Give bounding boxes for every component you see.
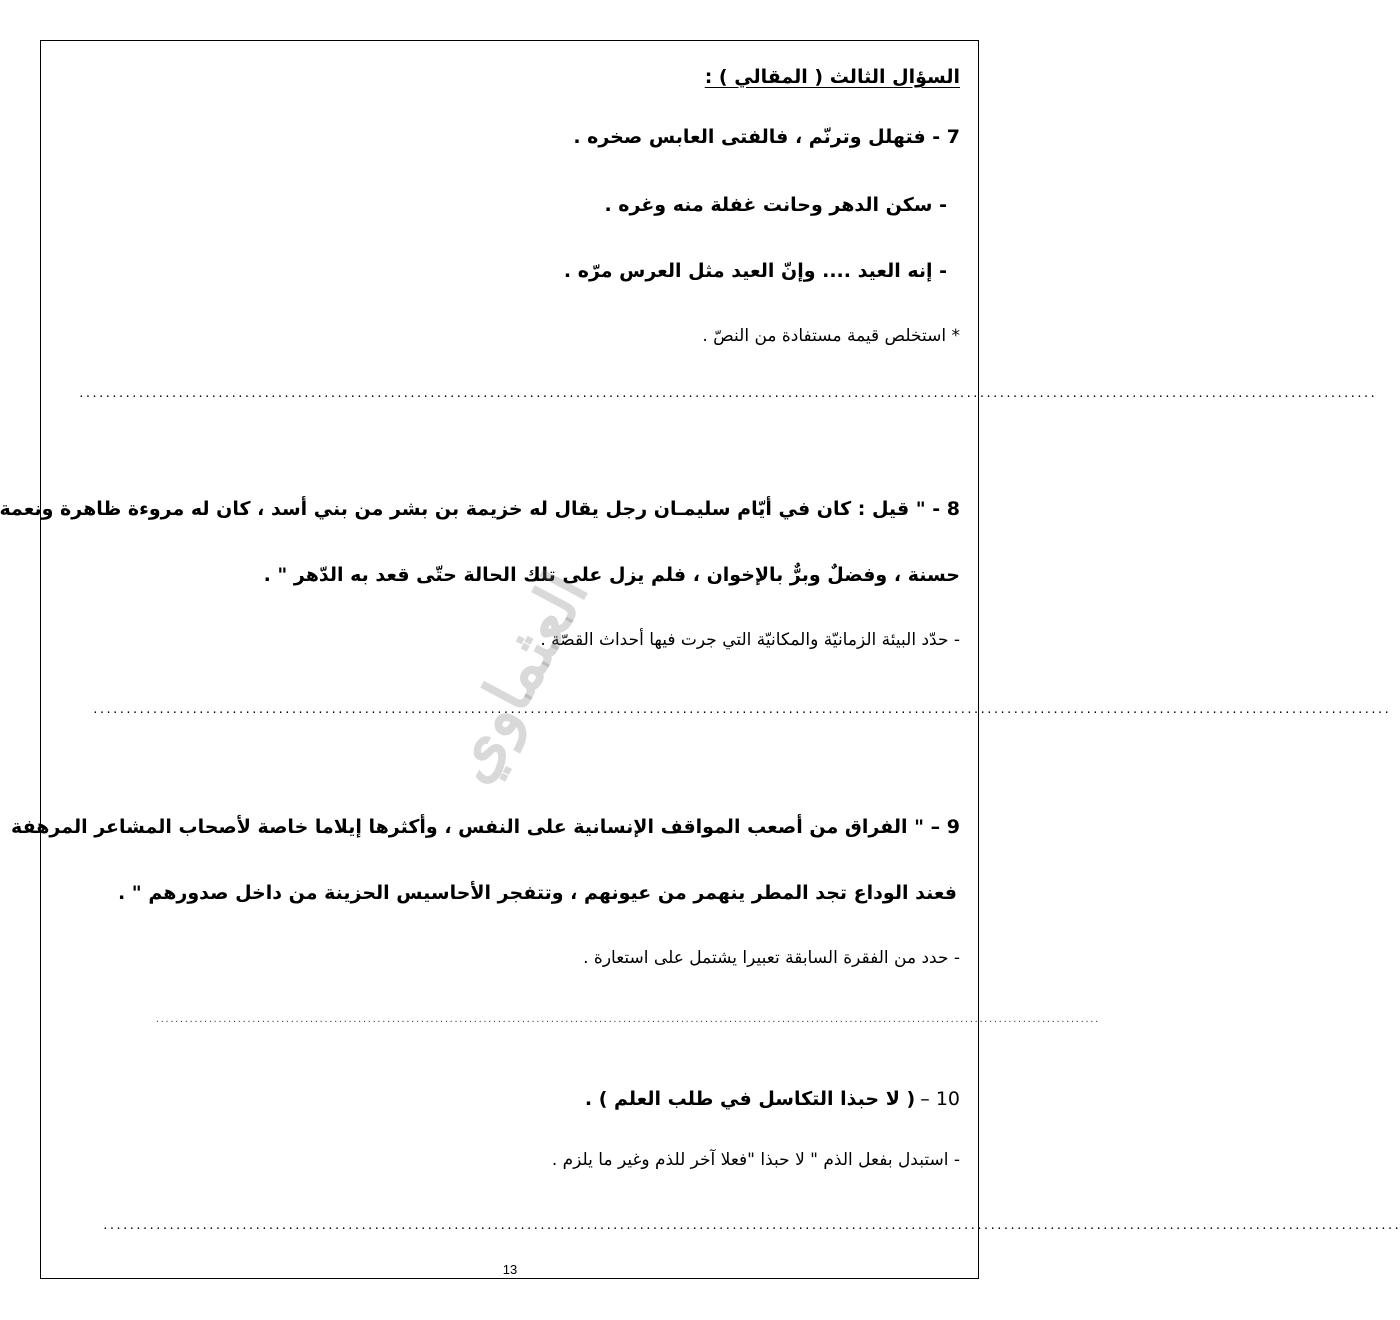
q9-line-2: فعند الوداع تجد المطر ينهمر من عيونهم ، وتتفجر الأحاسيس الحزينة من داخل صدورهم " .: [117, 882, 957, 904]
q9-line-1: 9 – " الفراق من أصعب المواقف الإنسانية على النفس ، وأكثرها إيلاما خاصة لأصحاب المشاعر المرهفة: [11, 816, 960, 838]
q9-answer-line[interactable]: ....................................................................................................................................................................................................: [155, 1015, 1100, 1024]
q8-answer-line[interactable]: ....................................................................................................................................................................................................: [92, 703, 1391, 716]
section-heading: السؤال الثالث ( المقالي ) :: [704, 66, 960, 88]
q7-answer-line[interactable]: ....................................................................................................................................................................................................: [78, 387, 1377, 400]
q10-line-1: ( لا حبذا التكاسل في طلب العلم ) .: [584, 1088, 916, 1110]
q10-answer-line[interactable]: ....................................................................................................................................................................................................: [102, 1219, 1400, 1232]
q7-line-1: 7 - فتهلل وترنّم ، فالفتى العابس صخره .: [573, 126, 960, 148]
q8-line-2: حسنة ، وفضلٌ وبرٌّ بالإخوان ، فلم يزل على تلك الحالة حتّى قعد به الدّهر " .: [263, 564, 960, 586]
q8-line-1: 8 - " قيل : كان في أيّام سليمـان رجل يقال له خزيمة بن بشر من بني أسد ، كان له مروءة ظاهرة ونعمة: [0, 498, 960, 520]
q10-row: [585, 1090, 960, 1109]
watermark-signature: العثماوي: [431, 560, 604, 795]
q10-number: 10 –: [920, 1088, 960, 1110]
q8-instruction: - حدّد البيئة الزمانيّة والمكانيّة التي جرت فيها أحداث القصّة .: [540, 630, 960, 650]
page-number: 13: [502, 1262, 518, 1277]
q7-line-3: - إنه العيد .... وإنّ العيد مثل العرس مرّه .: [563, 260, 947, 282]
q7-line-2: - سكن الدهر وحانت غفلة منه وغره .: [604, 194, 947, 216]
q7-instruction: * استخلص قيمة مستفادة من النصّ .: [702, 326, 960, 346]
q10-instruction: - استبدل بفعل الذم " لا حبذا "فعلا آخر للذم وغير ما يلزم .: [551, 1150, 960, 1170]
q9-instruction: - حدد من الفقرة السابقة تعبيرا يشتمل على استعارة .: [583, 948, 960, 968]
